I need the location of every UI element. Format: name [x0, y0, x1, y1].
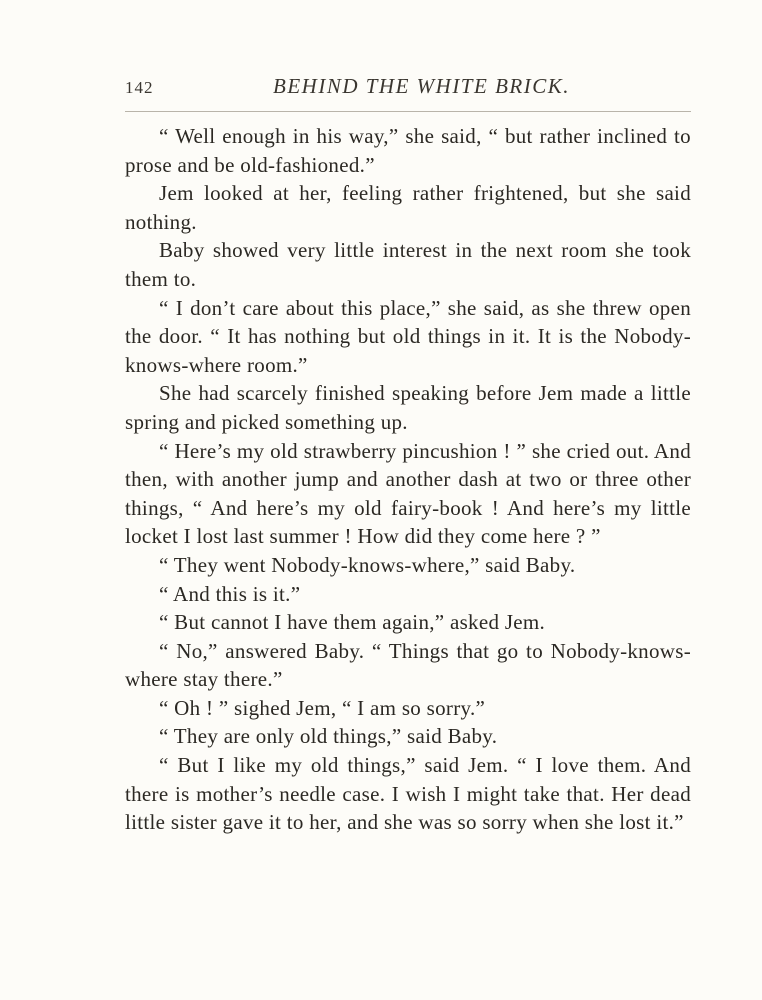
paragraph: “ Here’s my old strawberry pincushion ! ” she cried out. And then, with another jump and another dash at two or three other things, “ And here’s my old fairy-book ! And here’s my little locket I lost last summer ! How did they come here ? ”	[125, 438, 691, 549]
paragraph: “ Oh ! ” sighed Jem, “ I am so sorry.”	[159, 695, 486, 720]
paragraph: Jem looked at her, feeling rather frightened, but she said nothing.	[125, 181, 691, 234]
body-text	[125, 122, 691, 837]
paragraph: Baby showed very little interest in the next room she took them to.	[125, 238, 691, 291]
running-title: BEHIND THE WHITE BRICK.	[273, 74, 570, 98]
paragraph: “ And this is it.”	[159, 581, 301, 606]
paragraph: She had scarcely finished speaking before Jem made a little spring and picked something up.	[125, 381, 691, 434]
paragraph: “ But I like my old things,” said Jem. “ I love them. And there is mother’s needle case. I wish I might take that. Her dead little sister gave it to her, and she was so sorry when she lost it.”	[125, 753, 691, 835]
paragraph: “ They are only old things,” said Baby.	[159, 724, 498, 749]
paragraph: “ I don’t care about this place,” she said, as she threw open the door. “ It has nothing but old things in it. It is the Nobody-knows-where room.”	[125, 295, 691, 377]
paragraph: “ No,” answered Baby. “ Things that go to Nobody-knows-where stay there.”	[125, 638, 691, 692]
header-rule	[125, 111, 691, 112]
running-head	[125, 74, 691, 104]
paragraph: “ They went Nobody-knows-where,” said Baby.	[159, 552, 576, 577]
paragraph: “ Well enough in his way,” she said, “ but rather inclined to prose and be old-fashioned.”	[125, 124, 691, 177]
page-number: 142	[125, 78, 154, 97]
paragraph: “ But cannot I have them again,” asked Jem.	[159, 610, 546, 635]
